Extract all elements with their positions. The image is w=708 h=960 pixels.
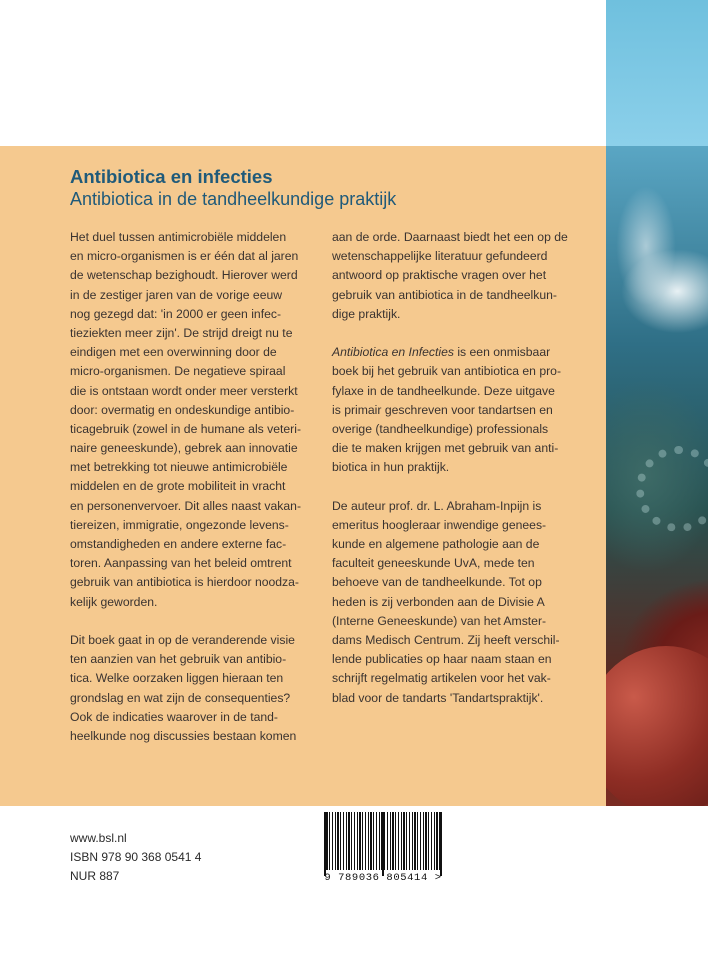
paragraph-gap	[332, 324, 572, 343]
photo-red-object	[606, 646, 708, 806]
blurb-line: De auteur prof. dr. L. Abraham-Inpijn is	[332, 498, 542, 513]
blurb-line: kunde en algemene pathologie aan de	[332, 537, 540, 551]
barcode-digits: 9 789036 805414 >	[324, 872, 442, 884]
blurb-line: die is ontstaan wordt onder meer versterkt	[70, 383, 298, 398]
cover-photo-strip	[606, 146, 708, 806]
blurb-line: lende publicaties op haar naam staan en	[332, 652, 552, 667]
blurb-left-column	[70, 228, 310, 746]
blurb-line: ten aanzien van het gebruik van antibio-	[70, 652, 287, 667]
blurb-line: kelijk geworden.	[70, 594, 158, 609]
photo-glare	[616, 186, 676, 306]
blurb-line: (Interne Geneeskunde) van het Amster-	[332, 613, 547, 628]
blurb-line: eindigen met een overwinning door de	[70, 345, 277, 360]
blurb-line: nog gezegd dat: 'in 2000 er geen infec-	[70, 306, 282, 321]
blurb-line: met betrekking tot nieuwe antimicrobiële	[70, 460, 288, 475]
photo-equipment	[636, 446, 708, 532]
barcode-guard-right	[440, 812, 442, 876]
blurb-line: biotica in hun praktijk.	[332, 460, 450, 475]
blurb-line: ticagebruik (zowel in de humane als veteri-	[70, 421, 301, 436]
blurb-line: en micro-organismen is er één dat al jaren	[70, 249, 299, 264]
blurb-line: behoeve van de tandheelkunde. Tot op	[332, 575, 542, 590]
blurb-line: overige (tandheelkundige) professionals	[332, 421, 549, 436]
blurb-text: is een onmisbaar	[453, 345, 551, 360]
blurb-line: omstandigheden en andere externe fac-	[70, 537, 287, 551]
book-subtitle: Antibiotica in de tandheelkundige praktijk	[70, 189, 397, 209]
blurb-line: tieziekten meer zijn'. De strijd dreigt nu te	[70, 325, 293, 340]
blurb-line: fylaxe in de tandheelkunde. Deze uitgave	[332, 383, 555, 398]
blurb-line: antwoord op praktische vragen over het	[332, 268, 547, 283]
cover-top-margin	[0, 0, 606, 146]
blurb-line: aan de orde. Daarnaast biedt het een op de	[332, 230, 568, 244]
blurb-line: Dit boek gaat in op de veranderende visie	[70, 632, 295, 647]
blurb-line: in de zestiger jaren van de vorige eeuw	[70, 287, 283, 302]
blurb-line: gebruik van antibiotica is hierdoor noodza-	[70, 575, 299, 590]
blurb-line: grondslag en wat zijn de consequenties?	[70, 690, 291, 705]
nur-code: NUR 887	[70, 869, 120, 883]
blurb-line: door: overmatig en ondeskundige antibio-	[70, 402, 295, 417]
cover-image-sky	[606, 0, 708, 146]
blurb-line: tica. Welke oorzaken liggen hieraan ten	[70, 671, 284, 686]
blurb-line: die te maken krijgen met gebruik van anti-	[332, 441, 559, 456]
blurb-line: heden is zij verbonden aan de Divisie A	[332, 594, 545, 609]
blurb-line: schrijft regelmatig artikelen voor het vak-	[332, 671, 551, 686]
blurb-line: micro-organismen. De negatieve spiraal	[70, 364, 286, 379]
blurb-line: heelkunde nog discussies bestaan komen	[70, 728, 297, 743]
blurb-line: middelen en de grote mobiliteit in vracht	[70, 479, 286, 494]
blurb-line: naire geneeskunde), gebrek aan innovatie	[70, 441, 298, 456]
blurb-line: is primair geschreven voor tandartsen en	[332, 402, 553, 417]
barcode-guard-left	[324, 812, 326, 876]
blurb-line: de wetenschap bezighoudt. Hierover werd	[70, 268, 298, 283]
book-title: Antibiotica en infecties	[70, 166, 273, 187]
paragraph-gap	[332, 477, 572, 496]
blurb-line: wetenschappelijke literatuur gefundeerd	[332, 249, 548, 264]
book-title-italic: Antibiotica en Infecties	[332, 345, 454, 360]
blurb-line: Ook de indicaties waarover in de tand-	[70, 709, 278, 724]
blurb-line: boek bij het gebruik van antibiotica en pro-	[332, 364, 561, 379]
blurb-line: gebruik van antibiotica in de tandheelkun-	[332, 287, 557, 302]
blurb-line: dams Medisch Centrum. Zij heeft verschil-	[332, 632, 560, 647]
isbn: ISBN 978 90 368 0541 4	[70, 850, 202, 864]
publisher-website[interactable]: www.bsl.nl	[70, 831, 127, 845]
isbn-barcode	[318, 812, 448, 884]
blurb-right-column	[332, 228, 572, 708]
blurb-line: toren. Aanpassing van het beleid omtrent	[70, 556, 292, 571]
blurb-line: dige praktijk.	[332, 306, 401, 321]
blurb-line: Het duel tussen antimicrobiële middelen	[70, 230, 287, 244]
paragraph-gap	[70, 612, 310, 631]
blurb-line: blad voor de tandarts 'Tandartspraktijk'.	[332, 690, 544, 705]
blurb-line: tiereizen, immigratie, ongezonde levens-	[70, 517, 289, 532]
blurb-line: faculteit geneeskunde UvA, mede ten	[332, 556, 535, 571]
blurb-line: emeritus hoogleraar inwendige genees-	[332, 517, 547, 532]
barcode-guard-middle	[382, 812, 384, 876]
blurb-line	[332, 343, 572, 362]
publisher-info	[70, 829, 201, 886]
blurb-line: en personenvervoer. Dit alles naast vakan-	[70, 498, 302, 513]
